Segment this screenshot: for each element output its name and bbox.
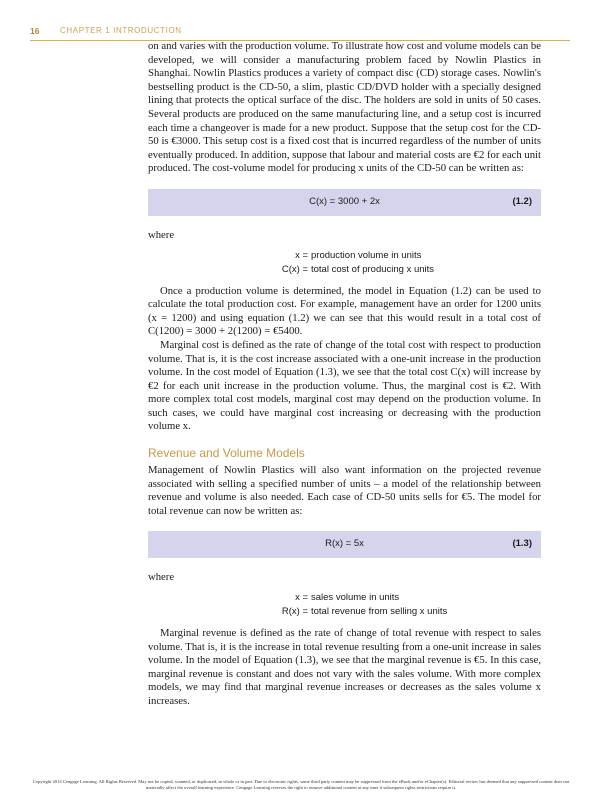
page-number: 16 (30, 26, 40, 36)
where-label: where (148, 571, 175, 584)
chapter-title: CHAPTER 1 INTRODUCTION (60, 26, 182, 35)
equation-revenue: R(x) = 5x (325, 538, 364, 550)
definition-text: production volume in units (311, 249, 422, 261)
paragraph-total-cost: Once a production volume is determined, the model in Equation (1.2) can be used to calculate the total production cost. For example, management have an order for 1200 units (x = 1200) and using equation (1.2) we can see that this would result in a total cost of C(1200) = 3000 + 2(1200) = €5400. (148, 284, 541, 338)
definition-text: total cost of producing x units (311, 263, 435, 275)
definition-symbol: R(x) = (281, 606, 308, 618)
equation-number-cost: (1.2) (512, 195, 532, 207)
section-heading: Revenue and Volume Models (148, 446, 305, 461)
definition-row (148, 605, 541, 619)
definition-text: total revenue from selling x units (311, 606, 448, 618)
paragraph-intro: on and varies with the production volume. To illustrate how cost and volume models can be developed, we will consider a manufacturing problem faced by Nowlin Plastics in Shanghai. Nowlin Plastics produces a variety of compact disc (CD) storage cases. Nowlin's bestselling product is the CD-50, a slim, plastic CD/DVD holder with a specially designed lining that protects the optical surface of the disc. The holders are sold in units of 50 cases. Several products are produced on the same manufacturing line, and a setup cost is incurred each time a changeover is made for a new product. Suppose that the setup cost for the CD-50 is €3000. This setup cost is a fixed cost that is incurred regardless of the number of units eventually produced. In addition, suppose that labour and material costs are €2 for each unit produced. The cost-volume model for producing x units of the CD-50 can be written as: (148, 40, 541, 175)
definitions-cost (148, 249, 541, 277)
definition-row (148, 263, 541, 277)
definition-symbol: x = (295, 249, 308, 261)
definition-text: sales volume in units (311, 592, 400, 604)
equation-box-revenue (148, 531, 541, 558)
paragraph-marginal-revenue: Marginal revenue is defined as the rate of change of total revenue with respect to sales volume. That is, it is the increase in total revenue resulting from a one-unit increase in sales volume. In the model of Equation (1.3), we see that the marginal revenue is €5. In this case, marginal revenue is constant and does not vary with the sales volume. With more complex models, we may find that marginal revenue increases or decreases as the sales volume x increases. (148, 627, 541, 707)
paragraph-marginal-cost: Marginal cost is defined as the rate of change of the total cost with respect to production volume. That is, it is the cost increase associated with a one-unit increase in the production volume. In the cost model of Equation (1.3), we see that the total cost C(x) will increase by €2 for each unit increase in the production volume. Thus, the marginal cost is €2. With more complex total cost models, marginal cost may depend on the production volume. In such cases, we could have marginal cost increasing or decreasing with the production volume x. (148, 338, 541, 433)
paragraph-revenue: Management of Nowlin Plastics will also want information on the projected revenue associated with selling a specified number of units – a model of the relationship between revenue and volume is also needed. Each case of CD-50 units sells for €5. The model for total revenue can now be written as: (148, 464, 541, 517)
equation-cost: C(x) = 3000 + 2x (309, 195, 380, 207)
page-header (0, 14, 600, 36)
where-label: where (148, 228, 175, 241)
page-body (148, 40, 541, 709)
definitions-revenue (148, 591, 541, 619)
definition-row (148, 591, 541, 605)
equation-box-cost (148, 189, 541, 216)
equation-number-revenue: (1.3) (512, 538, 532, 550)
definition-symbol: C(x) = (281, 263, 308, 275)
copyright-footer: Copyright 2014 Cengage Learning. All Rights Reserved. May not be copied, scanned, or duplicated, in whole or in part. Due to electronic rights, some third party content may be suppressed from the eBook and/or eChapter(s). Editorial review has deemed that any suppressed content does not materially affect the overall learning experience. Cengage Learning reserves the right to remove additional content at any time if subsequent rights restrictions require it. (32, 779, 570, 790)
definition-symbol: x = (295, 592, 308, 604)
definition-row (148, 249, 541, 263)
